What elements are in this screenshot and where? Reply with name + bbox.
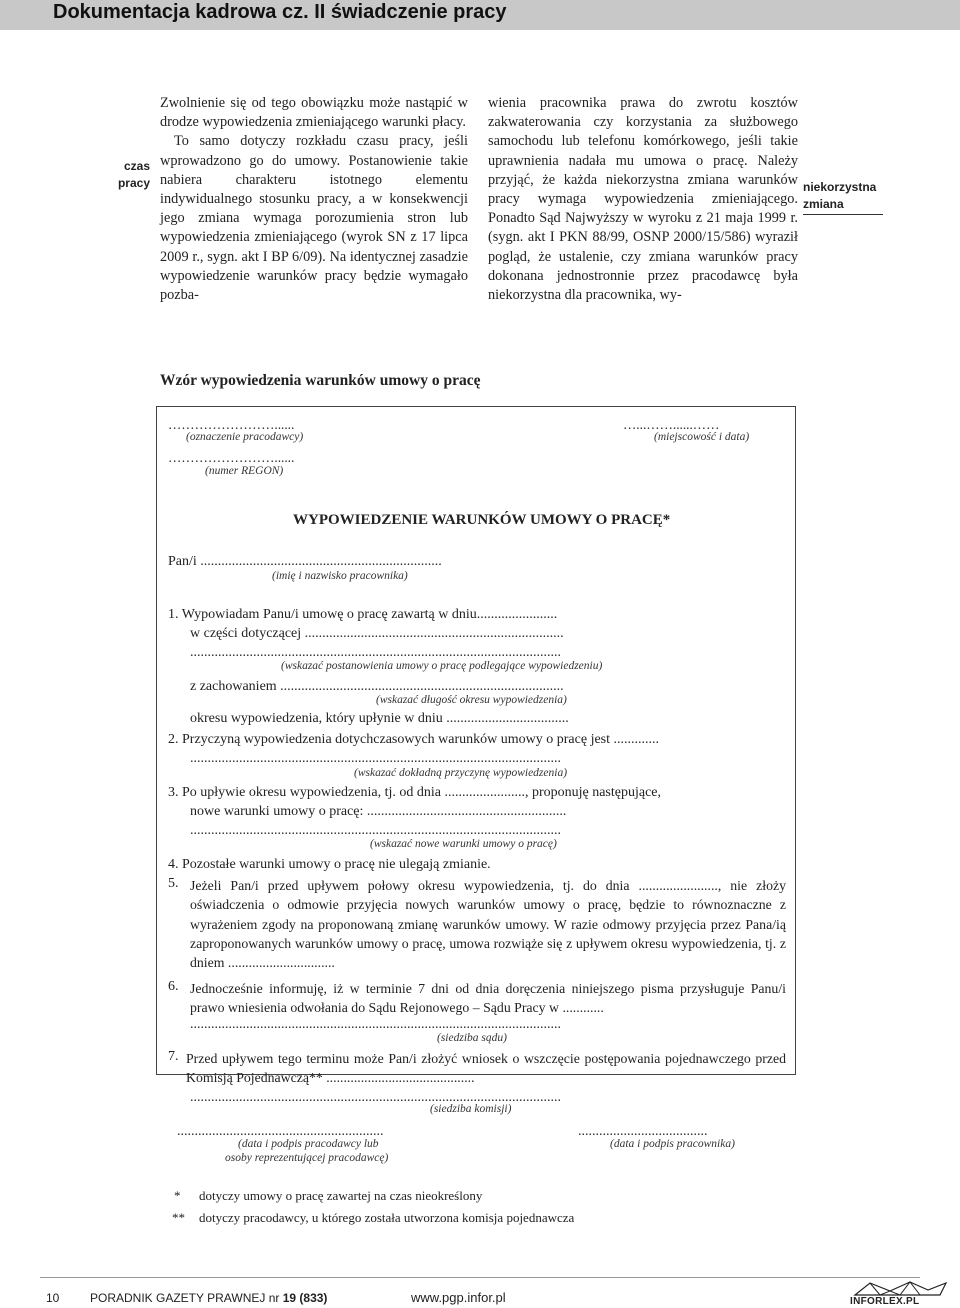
employer-signature-caption-1: (data i podpis pracodawcy lub	[238, 1138, 379, 1150]
point-7-dots: ..........................................................................................................	[190, 1090, 561, 1105]
point-7-text: Przed upływem tego terminu może Pan/i złożyć wniosek o wszczęcie postępowania pojednawczego przed Komisją Pojednawczą** ...........................................	[186, 1051, 786, 1086]
point-6-text: Jednocześnie informuję, iż w terminie 7 dni od dnia doręczenia niniejszego pisma przysługuje Panu/i prawo wniesienia odwołania do Sądu Rejonowego – Sądu Pracy w ............	[190, 981, 786, 1016]
point-3-dots: ..........................................................................................................	[190, 823, 561, 838]
regon-dots: ……………………......	[168, 450, 295, 465]
margin-note-left	[104, 158, 150, 192]
margin-note-right-line1: niekorzystna	[803, 180, 877, 194]
body-paragraph: Zwolnienie się od tego obowiązku może nastąpić w drodze wypowiedzenia zmieniającego warunki płacy.	[160, 95, 468, 131]
employer-signature-caption-2: osoby reprezentującej pracodawcę)	[225, 1152, 389, 1164]
point-1-scope: w części dotyczącej ..........................................................................	[190, 626, 564, 641]
page-header	[0, 0, 960, 30]
footnote-2-mark: **	[172, 1210, 185, 1225]
point-1-dots: ..........................................................................................................	[190, 645, 561, 660]
header-title: Dokumentacja kadrowa cz. II świadczenie pracy	[53, 1, 507, 23]
point-7-number: 7.	[168, 1049, 179, 1064]
footnote-1-mark: *	[174, 1188, 181, 1203]
employer-dots: ……………………......	[168, 417, 295, 432]
margin-note-left-line1: czas	[123, 159, 150, 173]
margin-note-right-line2: zmiana	[803, 197, 844, 211]
margin-note-left-line2: pracy	[117, 176, 150, 190]
point-6-caption: (siedziba sądu)	[437, 1032, 507, 1044]
margin-note-right	[803, 179, 883, 215]
body-column-left	[160, 94, 468, 305]
addressee-caption: (imię i nazwisko pracownika)	[272, 570, 408, 582]
logo-mark-icon	[850, 1281, 950, 1297]
point-3-line: 3. Po upływie okresu wypowiedzenia, tj. od dnia ......................., proponuję następujące,	[168, 785, 662, 800]
employee-signature-caption: (data i podpis pracownika)	[610, 1138, 735, 1150]
footnote-2-text: dotyczy pracodawcy, u którego została utworzona komisja pojednawcza	[199, 1210, 575, 1225]
footer-divider	[40, 1277, 920, 1278]
employer-signature-dots: ...........................................................	[177, 1124, 384, 1139]
document-title: WYPOWIEDZENIE WARUNKÓW UMOWY O PRACĘ*	[293, 512, 671, 528]
point-2-caption: (wskazać dokładną przyczynę wypowiedzenia)	[354, 767, 568, 779]
point-5-number: 5.	[168, 876, 179, 891]
point-1-end: okresu wypowiedzenia, który upłynie w dniu ...................................	[190, 711, 569, 726]
point-1-line: 1. Wypowiadam Panu/i umowę o pracę zawartą w dniu.......................	[168, 607, 558, 622]
point-4-line: 4. Pozostałe warunki umowy o pracę nie ulegają zmianie.	[168, 857, 491, 872]
point-1-notice: z zachowaniem .................................................................................	[190, 679, 564, 694]
publication-issue: 19 (833)	[282, 1291, 328, 1305]
point-6-number: 6.	[168, 979, 179, 994]
addressee-line: Pan/i .....................................................................	[168, 554, 442, 569]
point-3-caption: (wskazać nowe warunki umowy o pracę)	[370, 838, 557, 850]
point-2-line: 2. Przyczyną wypowiedzenia dotychczasowych warunków umowy o pracę jest .............	[168, 732, 660, 747]
publication-name	[90, 1291, 327, 1305]
body-paragraph: wienia pracownika prawa do zwrotu kosztów zakwaterowania czy korzystania za służbowego samochodu lub telefonu komórkowego, jeśli takie uprawnienia nadała mu umowa o pracę. Należy przyjąć, że każda niekorzystna zmiana warunków pracy wymaga wypowiedzenia zmieniającego. Ponadto Sąd Najwyższy w wyroku z 21 maja 1999 r. (sygn. akt I PKN 88/99, OSNP 2000/15/586) wyraził pogląd, że ustalenie, czy zmiana warunków pracy dokonana jednostronnie przez pracodawcę była niekorzystna dla pracownika, wy-	[488, 95, 798, 304]
place-date-caption: (miejscowość i data)	[654, 431, 750, 443]
employer-caption: (oznaczenie pracodawcy)	[186, 431, 304, 443]
body-column-right	[488, 94, 798, 305]
logo-text: INFORLEX.PL	[850, 1296, 920, 1307]
regon-caption: (numer REGON)	[205, 465, 284, 477]
point-7-caption: (siedziba komisji)	[430, 1103, 512, 1115]
body-paragraph: To samo dotyczy rozkładu czasu pracy, jeśli wprowadzono go do umowy. Postanowienie takie nabiera charakteru istotnego elementu indywidualnego stosunku pracy, a w konsekwencji jego zmiana wymaga porozumienia stron lub wypowiedzenia zmieniającego (wyrok SN z 17 lipca 2009 r., sygn. akt I BP 6/09). Na identycznej zasadzie wypowiedzenie warunków pracy będzie wymagało pozba-	[160, 133, 468, 304]
point-1-notice-caption: (wskazać długość okresu wypowiedzenia)	[376, 694, 567, 706]
place-date-dots: …...……......……	[623, 417, 720, 432]
footnote-1-text: dotyczy umowy o pracę zawartej na czas nieokreślony	[199, 1188, 483, 1203]
website-link[interactable]: www.pgp.infor.pl	[411, 1290, 506, 1305]
point-5-text: Jeżeli Pan/i przed upływem połowy okresu wypowiedzenia, tj. do dnia ......................., nie złoży oświadczenia o odmowie przyjęcia nowych warunków umowy o pracę, będzie to równoznaczne z wyrażeniem zgody na proponowaną zmianę warunków umowy. W razie odmowy przyjęcia przez Pana/ią zaproponowanych warunków umowy o pracę, umowa rozwiąże się z upływem okresu wypowiedzenia, tj. z dniem ...............................	[190, 878, 786, 971]
publication-title: PORADNIK GAZETY PRAWNEJ nr	[90, 1291, 280, 1305]
employee-signature-dots: .....................................	[578, 1124, 708, 1139]
section-title: Wzór wypowiedzenia warunków umowy o pracę	[160, 372, 481, 389]
point-1-caption: (wskazać postanowienia umowy o pracę podlegające wypowiedzeniu)	[281, 660, 603, 672]
point-2-dots: ..........................................................................................................	[190, 751, 561, 766]
page-number: 10	[46, 1291, 60, 1305]
inforlex-logo	[850, 1281, 950, 1307]
point-3-terms: nowe warunki umowy o pracę: .........................................................	[190, 804, 567, 819]
point-6-dots: ..........................................................................................................	[190, 1017, 561, 1032]
